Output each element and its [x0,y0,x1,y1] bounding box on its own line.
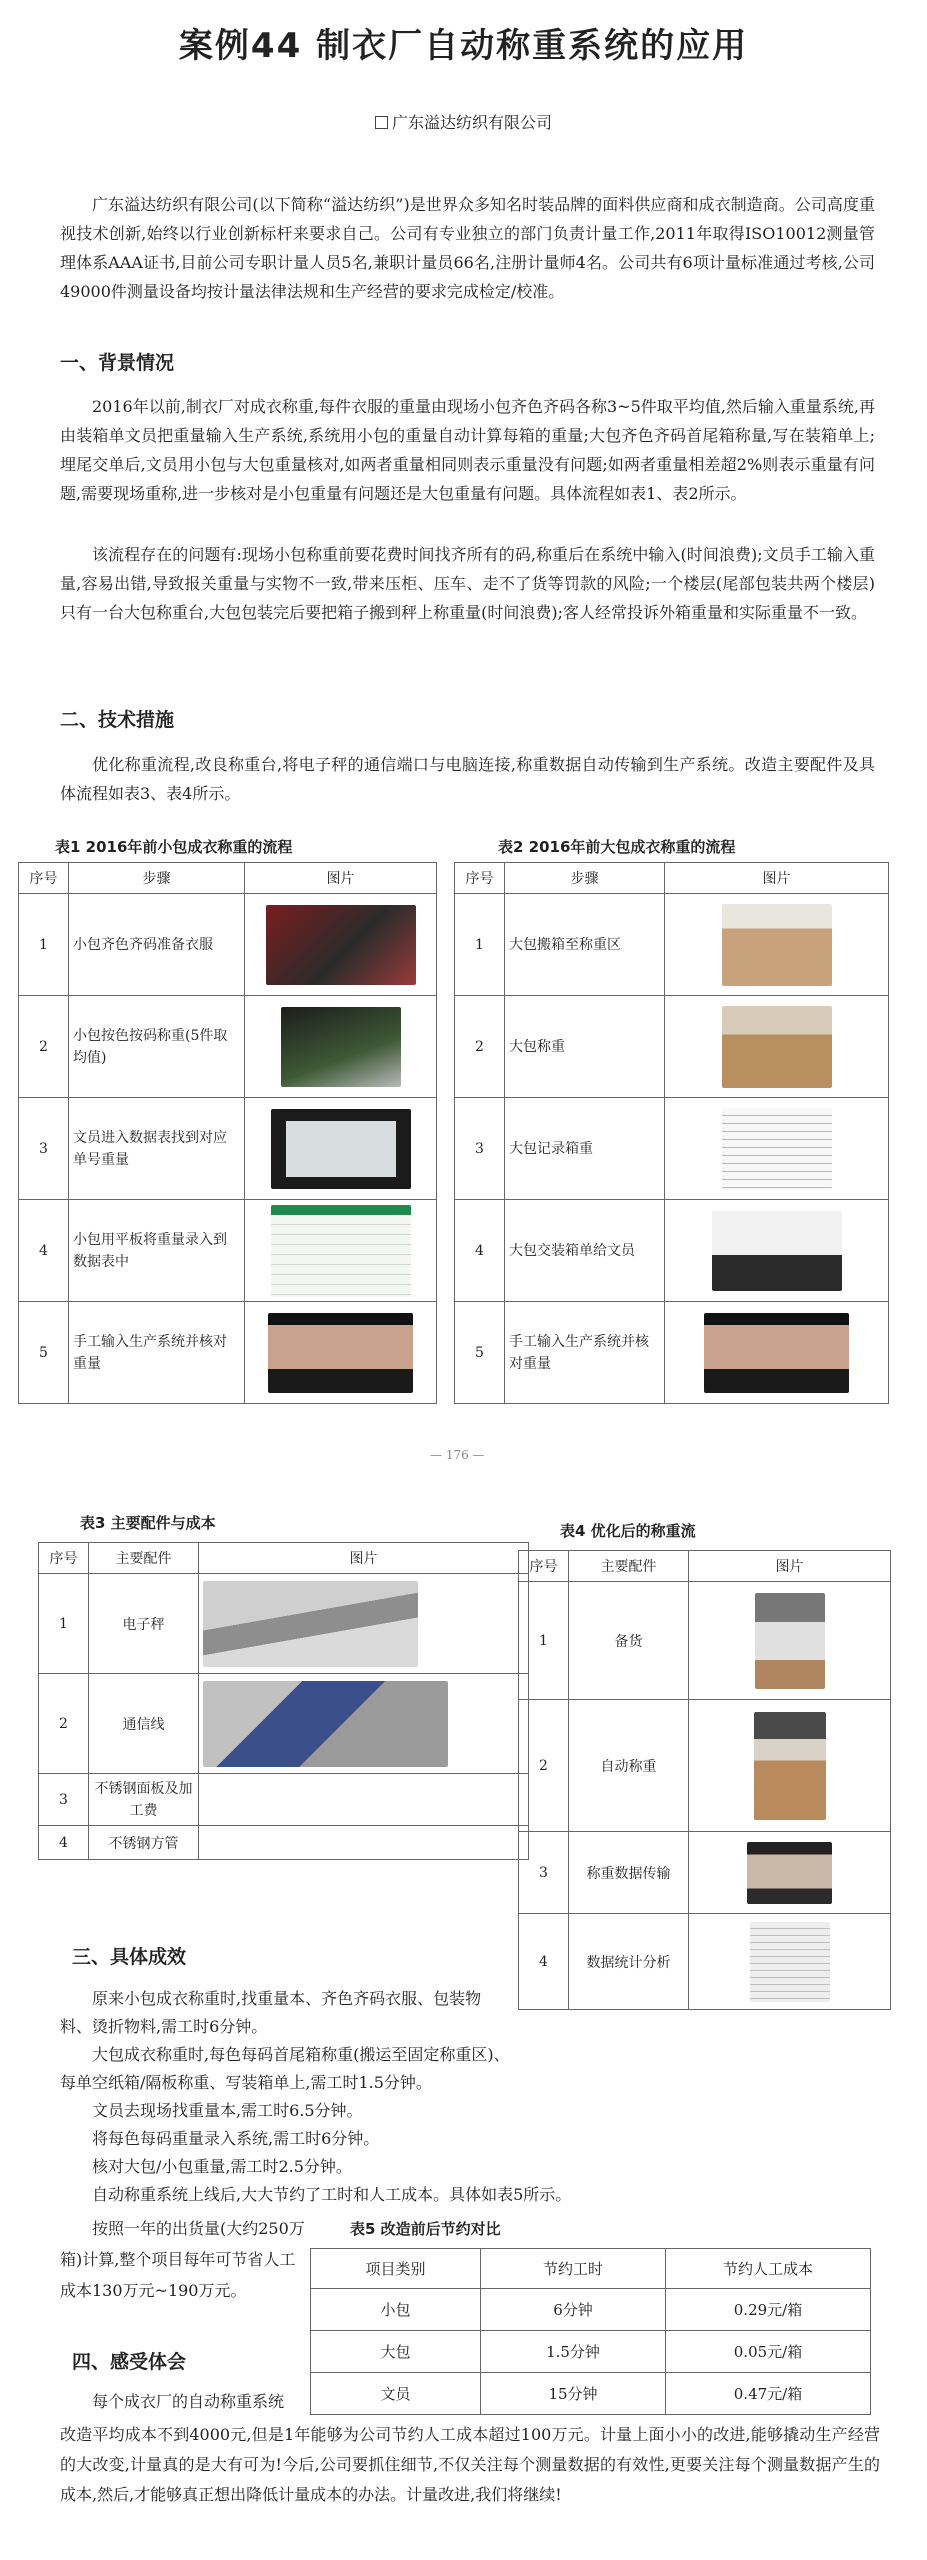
row-number: 5 [19,1302,69,1404]
photo-cell [665,894,889,996]
column-header: 图片 [245,863,437,894]
table-row [39,1774,529,1826]
photo-cell [245,1200,437,1302]
column-header: 图片 [665,863,889,894]
row-number: 3 [519,1832,569,1914]
tablet-photo [271,1109,411,1189]
photo-cell [245,996,437,1098]
category-cell: 小包 [311,2289,481,2331]
row-number: 1 [39,1574,89,1674]
hours-cell: 15分钟 [481,2373,666,2415]
column-header: 主要配件 [89,1543,199,1574]
row-number: 3 [39,1774,89,1826]
column-header: 图片 [689,1551,891,1582]
item-text: 不锈钢面板及加工费 [89,1774,199,1826]
table-4-caption: 表4 优化后的称重流 [560,1522,696,1540]
column-header: 项目类别 [311,2249,481,2289]
table-3 [38,1542,529,1860]
section-2-heading: 二、技术措施 [60,709,175,731]
column-header: 序号 [19,863,69,894]
photo-cell [245,894,437,996]
table-row [19,1302,437,1404]
step-text: 大包称重 [505,996,665,1098]
section-3-paragraph-5: 核对大包/小包重量,需工时2.5分钟。 [92,2157,352,2176]
column-header: 主要配件 [569,1551,689,1582]
table-5-caption: 表5 改造前后节约对比 [350,2220,501,2238]
photo-cell [199,1574,529,1674]
table-row [39,1826,529,1860]
column-header: 步骤 [505,863,665,894]
item-text: 不锈钢方管 [89,1826,199,1860]
photo-cell [199,1674,529,1774]
category-cell: 文员 [311,2373,481,2415]
step-text: 大包搬箱至称重区 [505,894,665,996]
photo-cell [199,1774,529,1826]
electronic-scale-photo [203,1581,418,1667]
step-text: 手工输入生产系统并核对重量 [69,1302,245,1404]
section-2-paragraph: 优化称重流程,改良称重台,将电子秤的通信端口与电脑连接,称重数据自动传输到生产系统。改造主要配件及具体流程如表3、表4所示。 [60,755,875,803]
row-number: 1 [455,894,505,996]
table-row [519,1582,891,1700]
table-row [19,1200,437,1302]
author-line [0,110,927,133]
page-number: — 176 — [430,1448,485,1462]
row-number: 4 [19,1200,69,1302]
row-number: 2 [455,996,505,1098]
hours-cell: 6分钟 [481,2289,666,2331]
photo-cell [665,1200,889,1302]
page-title: 案例44 制衣厂自动称重系统的应用 [178,26,749,66]
section-3-paragraph-6: 自动称重系统上线后,大大节约了工时和人工成本。具体如表5所示。 [92,2185,572,2204]
section-3-paragraph-7: 按照一年的出货量(大约250万箱)计算,整个项目每年可节省人工成本130万元~190万元。 [60,2219,305,2300]
photo-cell [665,1098,889,1200]
section-3-heading: 三、具体成效 [72,1946,187,1968]
photo-cell [689,1914,891,2010]
table-row [39,1674,529,1774]
section-4-heading: 四、感受体会 [72,2351,187,2373]
auto-weighing-photo [754,1712,826,1820]
computer-screen-photo [268,1313,413,1393]
item-text: 电子秤 [89,1574,199,1674]
table-row [519,1832,891,1914]
column-header: 步骤 [69,863,245,894]
row-number: 4 [39,1826,89,1860]
table-row [311,2289,871,2331]
table-2 [454,862,889,1404]
row-number: 3 [19,1098,69,1200]
clothes-photo [266,905,416,985]
data-sheet-photo [271,1205,411,1297]
row-number: 2 [19,996,69,1098]
table-row [19,1098,437,1200]
data-transfer-photo [747,1842,832,1904]
scale-photo [281,1007,401,1087]
row-number: 1 [19,894,69,996]
section-1-paragraph-1: 2016年以前,制衣厂对成衣称重,每件衣服的重量由现场小包齐色齐码各称3~5件取平均值,然后输入重量系统,再由装箱单文员把重量输入生产系统,系统用小包的重量自动计算每箱的重量;大包齐色齐码首尾箱称量,写在装箱单上;埋尾交单后,文员用小包与大包重量核对,如两者重量相同则表示重量没有问题;如两者重量相差超2%则表示重量有问题,需要现场重称,进一步核对是小包重量有问题还是大包重量有问题。具体流程如表1、表2所示。 [60,397,875,503]
photo-cell [689,1582,891,1700]
table-header-row [311,2249,871,2289]
item-text: 数据统计分析 [569,1914,689,2010]
step-text: 大包记录箱重 [505,1098,665,1200]
photo-cell [689,1832,891,1914]
item-text: 备货 [569,1582,689,1700]
carry-box-photo [722,904,832,986]
column-header: 节约人工成本 [666,2249,871,2289]
row-number: 2 [519,1700,569,1832]
author-name: 广东溢达纺织有限公司 [391,113,552,132]
table-header-row [39,1543,529,1574]
photo-cell [199,1826,529,1860]
photo-cell [245,1098,437,1200]
photo-cell [665,1302,889,1404]
item-text: 称重数据传输 [569,1832,689,1914]
section-4-paragraph-start: 每个成衣厂的自动称重系统 [92,2392,285,2411]
hand-over-photo [712,1211,842,1291]
section-4-paragraph: 改造平均成本不到4000元,但是1年能够为公司节约人工成本超过100万元。计量上面小小的改进,能够撬动生产经营的大改变,计量真的是大有可为!今后,公司要抓住细节,不仅关注每个测量数据的有效性,更要关注每个测量数据产生的成本,然后,才能够真正想出降低计量成本的办法。计量改进,我们将继续! [60,2425,880,2504]
row-number: 3 [455,1098,505,1200]
item-text: 自动称重 [569,1700,689,1832]
table-header-row [519,1551,891,1582]
photo-cell [689,1700,891,1832]
step-text: 小包按色按码称重(5件取均值) [69,996,245,1098]
stock-photo [755,1593,825,1689]
row-number: 1 [519,1582,569,1700]
step-text: 小包用平板将重量录入到数据表中 [69,1200,245,1302]
row-number: 5 [455,1302,505,1404]
photo-cell [245,1302,437,1404]
cable-photo [203,1681,448,1767]
table-row [455,1302,889,1404]
section-1-heading: 一、背景情况 [60,352,175,374]
table-row [455,1098,889,1200]
table-4 [518,1550,891,2010]
item-text: 通信线 [89,1674,199,1774]
step-text: 手工输入生产系统并核对重量 [505,1302,665,1404]
table-1 [18,862,437,1404]
section-3-paragraph-3: 文员去现场找重量本,需工时6.5分钟。 [92,2101,363,2120]
table-row [455,894,889,996]
box-weighing-photo [722,1006,832,1088]
table-row [39,1574,529,1674]
packing-list-photo [722,1108,832,1190]
row-number: 2 [39,1674,89,1774]
section-3-paragraph-4: 将每色每码重量录入系统,需工时6分钟。 [92,2129,380,2148]
cost-cell: 0.05元/箱 [666,2331,871,2373]
column-header: 序号 [39,1543,89,1574]
column-header: 节约工时 [481,2249,666,2289]
computer-screen-photo [704,1313,849,1393]
checkbox-square-icon [375,116,388,129]
row-number: 4 [519,1914,569,2010]
cost-cell: 0.47元/箱 [666,2373,871,2415]
column-header: 序号 [455,863,505,894]
step-text: 小包齐色齐码准备衣服 [69,894,245,996]
table-row [455,1200,889,1302]
photo-cell [665,996,889,1098]
column-header: 序号 [519,1551,569,1582]
section-3-paragraph-2: 大包成衣称重时,每色每码首尾箱称重(搬运至固定称重区)、每单空纸箱/隔板称重、写装箱单上,需工时1.5分钟。 [60,2045,510,2092]
table-row [519,1700,891,1832]
table-row [311,2373,871,2415]
section-3-paragraph-1: 原来小包成衣称重时,找重量本、齐色齐码衣服、包装物料、烫折物料,需工时6分钟。 [60,1989,482,2036]
category-cell: 大包 [311,2331,481,2373]
table-1-caption: 表1 2016年前小包成衣称重的流程 [55,838,293,856]
statistics-photo [750,1922,830,2002]
section-1-paragraph-2: 该流程存在的问题有:现场小包称重前要花费时间找齐所有的码,称重后在系统中输入(时间浪费);文员手工输入重量,容易出错,导致报关重量与实物不一致,带来压柜、压车、走不了货等罚款的风险;一个楼层(尾部包装共两个楼层)只有一台大包称重台,大包包装完后要把箱子搬到秤上称重量(时间浪费);客人经常投诉外箱重量和实际重量不一致。 [60,545,875,622]
table-row [311,2331,871,2373]
table-row [519,1914,891,2010]
table-header-row [19,863,437,894]
table-row [455,996,889,1098]
table-5 [310,2248,871,2415]
table-3-caption: 表3 主要配件与成本 [80,1514,216,1532]
hours-cell: 1.5分钟 [481,2331,666,2373]
column-header: 图片 [199,1543,529,1574]
table-row [19,996,437,1098]
cost-cell: 0.29元/箱 [666,2289,871,2331]
table-header-row [455,863,889,894]
row-number: 4 [455,1200,505,1302]
intro-paragraph: 广东溢达纺织有限公司(以下简称“溢达纺织”)是世界众多知名时装品牌的面料供应商和成衣制造商。公司高度重视技术创新,始终以行业创新标杆来要求自己。公司有专业独立的部门负责计量工作,2011年取得ISO10012测量管理体系AAA证书,目前公司专职计量人员5名,兼职计量员66名,注册计量师4名。公司共有6项计量标准通过考核,公司49000件测量设备均按计量法律法规和生产经营的要求完成检定/校准。 [60,195,875,301]
step-text: 文员进入数据表找到对应单号重量 [69,1098,245,1200]
table-2-caption: 表2 2016年前大包成衣称重的流程 [498,838,736,856]
step-text: 大包交装箱单给文员 [505,1200,665,1302]
table-row [19,894,437,996]
